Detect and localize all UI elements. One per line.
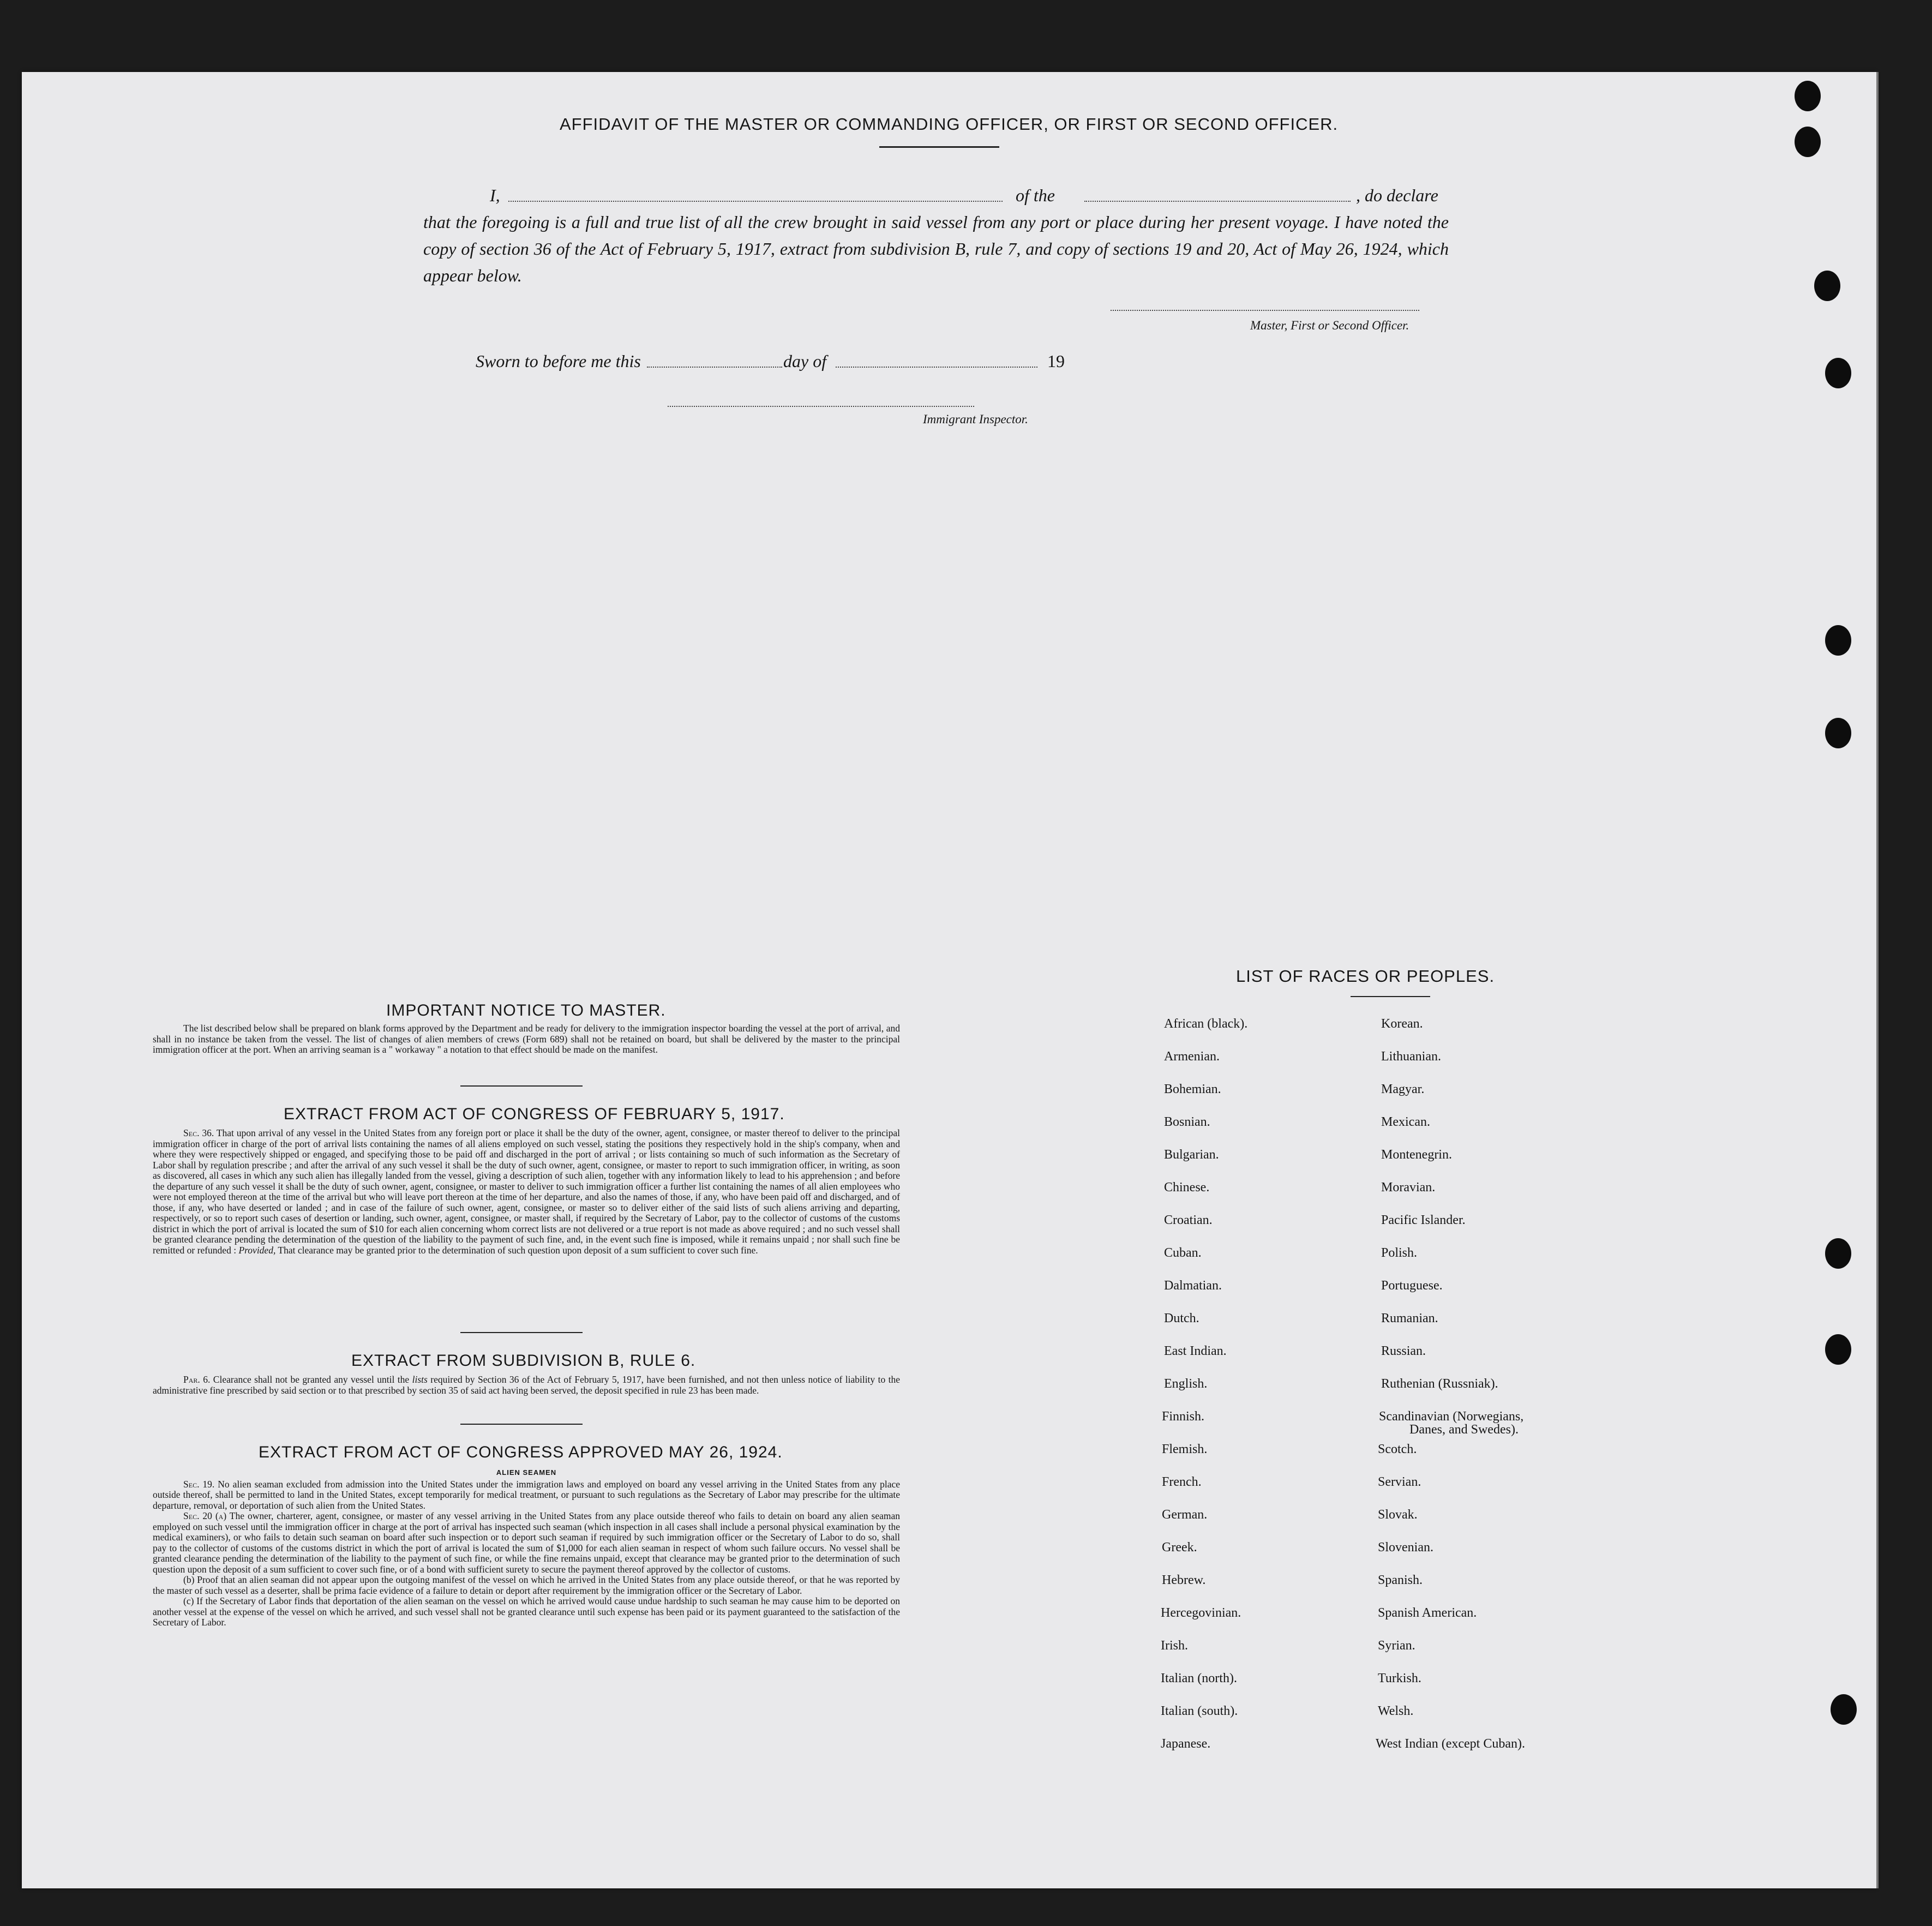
sworn-day-of: day of	[783, 351, 827, 371]
race-item: Dutch.	[1164, 1311, 1199, 1325]
sworn-prefix: Sworn to before me this	[476, 351, 641, 371]
lists-word: lists	[412, 1374, 428, 1385]
page-edge	[1876, 72, 1879, 1888]
race-item: Chinese.	[1164, 1180, 1210, 1195]
race-item: French.	[1162, 1475, 1202, 1489]
par-6-label: Par. 6.	[183, 1374, 211, 1385]
race-item: Dalmatian.	[1164, 1279, 1222, 1293]
master-name-blank[interactable]	[508, 201, 1003, 202]
race-item: Mexican.	[1381, 1115, 1430, 1129]
race-item: English.	[1164, 1377, 1208, 1391]
punch-hole	[1814, 271, 1840, 301]
vessel-name-blank[interactable]	[1084, 201, 1351, 202]
extract-1917-title: EXTRACT FROM ACT OF CONGRESS OF FEBRUARY 5, 1917.	[284, 1105, 785, 1123]
sec-20-label: Sec. 20 (a)	[183, 1510, 227, 1521]
race-item: Rumanian.	[1381, 1311, 1438, 1325]
race-item: Italian (north).	[1161, 1671, 1237, 1685]
race-item: Syrian.	[1378, 1639, 1415, 1653]
race-item: Hercegovinian.	[1161, 1606, 1241, 1620]
race-item: Lithuanian.	[1381, 1049, 1441, 1064]
proviso-label: Provided,	[238, 1244, 276, 1256]
race-item: Cuban.	[1164, 1246, 1202, 1260]
affidavit-body: that the foregoing is a full and true list of all the crew brought in said vessel from any port or place during her present voyage. I have noted the copy of section 36 of the Act of February 5, 1917, extract from subdivision B, rule 7, and copy of sections 19 and 20, Act of May 26, 1924, which appear below.	[423, 212, 1449, 285]
rule-6-text-b: required by Section 36 of the Act of February 5, 1917, have been furnished, and not then unless notice of liability to the administrative fine prescribed by said section or to that prescribed by section 35 of said act having been served, the deposit specified in rule 23 has been made.	[153, 1374, 901, 1396]
punch-hole	[1825, 1334, 1851, 1365]
sec-19-text: No alien seaman excluded from admission into the United States under the immigration laws and employed on board any vessel arriving in the United States from any place outside thereof, shall be permitted to land in the United States, except temporarily for medical treatment, or pursuant to such regulations as the Secretary of Labor may prescribe for the ultimate departure, removal, or deportation of such alien from the United States.	[153, 1478, 901, 1511]
extract-1924-title: EXTRACT FROM ACT OF CONGRESS APPROVED MAY 26, 1924.	[259, 1443, 783, 1461]
race-item: Italian (south).	[1161, 1704, 1238, 1718]
sec-20b-text: (b) Proof that an alien seaman did not appear upon the outgoing manifest of the vessel on which he arrived in the United States from any place outside thereof, or that he was reported by the master of such vessel as a deserter, shall be prima facie evidence of a failure to detain or deport after requirement by the immigration officer or the Secretary of Labor.	[153, 1574, 900, 1596]
race-item: Greek.	[1162, 1540, 1197, 1555]
punch-hole	[1825, 1238, 1851, 1269]
races-title-rule	[1351, 996, 1430, 997]
sec-20c-text: (c) If the Secretary of Labor finds that deportation of the alien seaman on the vessel on which he arrived would cause undue hardship to such seaman he may cause him to be deported on another vessel at the expense of the vessel on which he arrived, and such vessel shall not be granted clearance until such expense has been paid or its payment guaranteed to the satisfaction of the Secretary of Labor.	[153, 1595, 900, 1628]
race-item: Magyar.	[1381, 1082, 1425, 1096]
sworn-day-blank[interactable]	[647, 367, 782, 368]
race-item: Danes, and Swedes).	[1409, 1423, 1519, 1437]
race-item: Japanese.	[1161, 1737, 1211, 1751]
races-title: LIST OF RACES OR PEOPLES.	[1236, 967, 1495, 986]
sec-20a-text: The owner, charterer, agent, consignee, or master of any vessel arriving in the United States from any place outside thereof who fails to detain on board any alien seaman employed on such vessel until the immigration officer in charge at the port of arrival has inspected such seaman (which inspection in all cases shall include a personal physical examination by the medical examiners), or who fails to detain such seaman on board after such inspection or to deport such seaman if required by such immigration officer or the Secretary of Labor to do so, shall pay to the collector of customs of the customs district in which the port of arrival is located the sum of $1,000 for each alien seaman in respect of whom such failure occurs. No vessel shall be granted clearance pending the determination of the liability to the payment of such fine, or while the fine remains unpaid, except that clearance may be granted prior to the determination of such question upon the deposit of a sum sufficient to cover such fine, or of a bond with sufficient surety to secure the payment thereof approved by the collector of customs.	[153, 1510, 900, 1575]
sec-19-label: Sec. 19.	[183, 1478, 215, 1490]
punch-hole	[1831, 1694, 1857, 1725]
race-item: Spanish American.	[1378, 1606, 1477, 1620]
race-item: Spanish.	[1378, 1573, 1423, 1587]
race-item: Ruthenian (Russniak).	[1381, 1377, 1498, 1391]
rule-6-text	[153, 1375, 900, 1396]
sec-36-label: Sec. 36.	[183, 1127, 214, 1138]
master-signature-blank[interactable]	[1111, 310, 1419, 311]
race-item: Bosnian.	[1164, 1115, 1210, 1129]
race-item: Flemish.	[1162, 1442, 1208, 1456]
section-rule	[460, 1332, 583, 1333]
sworn-year: 19	[1047, 351, 1065, 371]
inspector-label: Immigrant Inspector.	[923, 412, 1028, 426]
section-rule	[460, 1085, 583, 1087]
extract-1917-text	[153, 1128, 900, 1256]
race-item: Moravian.	[1381, 1180, 1436, 1195]
race-item: African (black).	[1164, 1017, 1248, 1031]
race-item: Pacific Islander.	[1381, 1213, 1466, 1227]
race-item: Slovak.	[1378, 1508, 1418, 1522]
sec-36-text: That upon arrival of any vessel in the United States from any foreign port or place it shall be the duty of the owner, agent, consignee, or master thereof to deliver to the principal immigration officer in charge of the port of arrival lists containing the names of all aliens employed on such vessel, stating the positions they respectively hold in the ship's company, when and where they were respectively shipped or engaged, and specifying those to be paid off and discharged in the port of arrival ; or lists containing so much of such information as the Secretary of Labor shall by regulation prescribe ; and after the arrival of any such vessel it shall be the duty of such owner, agent, consignee, or master to report to such immigration officer, in writing, as soon as discovered, all cases in which any such alien has illegally landed from the vessel, giving a description of such alien, together with any information likely to lead to his apprehension ; and before the departure of any such vessel it shall be the duty of such owner, agent, consignee, or master to deliver to such immigration officer a further list containing the names of all alien employees who were not employed thereon at the time of the arrival but who will leave port thereon at the time of her departure, and also the names of those, if any, who have been paid off and discharged, and of those, if any, who have deserted or landed ; and in case of the failure of such owner, agent, consignee, or master so to deliver either of the said lists of such aliens arriving and departing, respectively, or so to report such cases of desertion or landing, such owner, agent, consignee, or master shall, if required by the Secretary of Labor, pay to the collector of customs of the customs district in which the port of arrival is located the sum of $10 for each alien concerning whom correct lists are not delivered or a true report is not made as above required ; and no such vessel shall be granted clearance pending the determination of the question of the liability to the payment of such fine, and, in the event such fine is imposed, while it remains unpaid ; nor shall such fine be remitted or refunded :	[153, 1127, 900, 1256]
race-item: Scotch.	[1378, 1442, 1417, 1456]
race-item: Croatian.	[1164, 1213, 1213, 1227]
race-item: Slovenian.	[1378, 1540, 1433, 1555]
punch-hole	[1795, 127, 1821, 157]
affidavit-i: I,	[490, 185, 500, 205]
race-item: Armenian.	[1164, 1049, 1220, 1064]
title-rule	[879, 146, 999, 148]
affidavit-title: AFFIDAVIT OF THE MASTER OR COMMANDING OFFICER, OR FIRST OR SECOND OFFICER.	[560, 115, 1339, 134]
proviso-text: That clearance may be granted prior to the determination of such question upon deposit of a sum sufficient to cover such fine.	[278, 1244, 758, 1256]
inspector-signature-blank[interactable]	[668, 406, 974, 407]
race-item: Korean.	[1381, 1017, 1423, 1031]
affidavit-declare: , do declare	[1356, 185, 1438, 205]
sworn-month-blank[interactable]	[836, 367, 1037, 368]
race-item: Servian.	[1378, 1475, 1421, 1489]
race-item: Russian.	[1381, 1344, 1426, 1358]
extract-1924-text	[153, 1466, 900, 1628]
race-item: Bohemian.	[1164, 1082, 1221, 1096]
punch-hole	[1825, 625, 1851, 656]
race-item: Polish.	[1381, 1246, 1418, 1260]
race-item: Hebrew.	[1162, 1573, 1206, 1587]
race-item: Scandinavian (Norwegians,	[1379, 1409, 1524, 1424]
punch-hole	[1825, 358, 1851, 388]
punch-hole	[1825, 718, 1851, 748]
race-item: Irish.	[1161, 1639, 1188, 1653]
race-item: Welsh.	[1378, 1704, 1414, 1718]
rule-6-title: EXTRACT FROM SUBDIVISION B, RULE 6.	[351, 1352, 696, 1370]
race-item: Portuguese.	[1381, 1279, 1443, 1293]
alien-seamen-subhead: ALIEN SEAMEN	[496, 1468, 557, 1477]
race-item: West Indian (except Cuban).	[1376, 1737, 1525, 1751]
punch-hole	[1795, 81, 1821, 111]
rule-6-text-a: Clearance shall not be granted any vessel until the	[213, 1374, 410, 1385]
race-item: East Indian.	[1164, 1344, 1227, 1358]
notice-paragraph: The list described below shall be prepared on blank forms approved by the Department and be ready for delivery to the immigration inspector boarding the vessel at the port of arrival, and shall in no instance be taken from the vessel. The list of changes of alien members of crews (Form 689) shall not be retained on board, but shall be delivered by the master to the principal immigration officer at the port. When an arriving seaman is a " workaway " a notation to that effect should be made on the manifest.	[153, 1023, 900, 1055]
race-item: Bulgarian.	[1164, 1148, 1219, 1162]
notice-title: IMPORTANT NOTICE TO MASTER.	[386, 1001, 666, 1019]
section-rule	[460, 1424, 583, 1425]
race-item: German.	[1162, 1508, 1208, 1522]
affidavit-of-the: of the	[1016, 185, 1055, 205]
race-item: Montenegrin.	[1381, 1148, 1452, 1162]
race-item: Turkish.	[1378, 1671, 1421, 1685]
notice-text	[153, 1023, 900, 1055]
race-item: Finnish.	[1162, 1409, 1205, 1424]
master-label: Master, First or Second Officer.	[1250, 319, 1409, 332]
